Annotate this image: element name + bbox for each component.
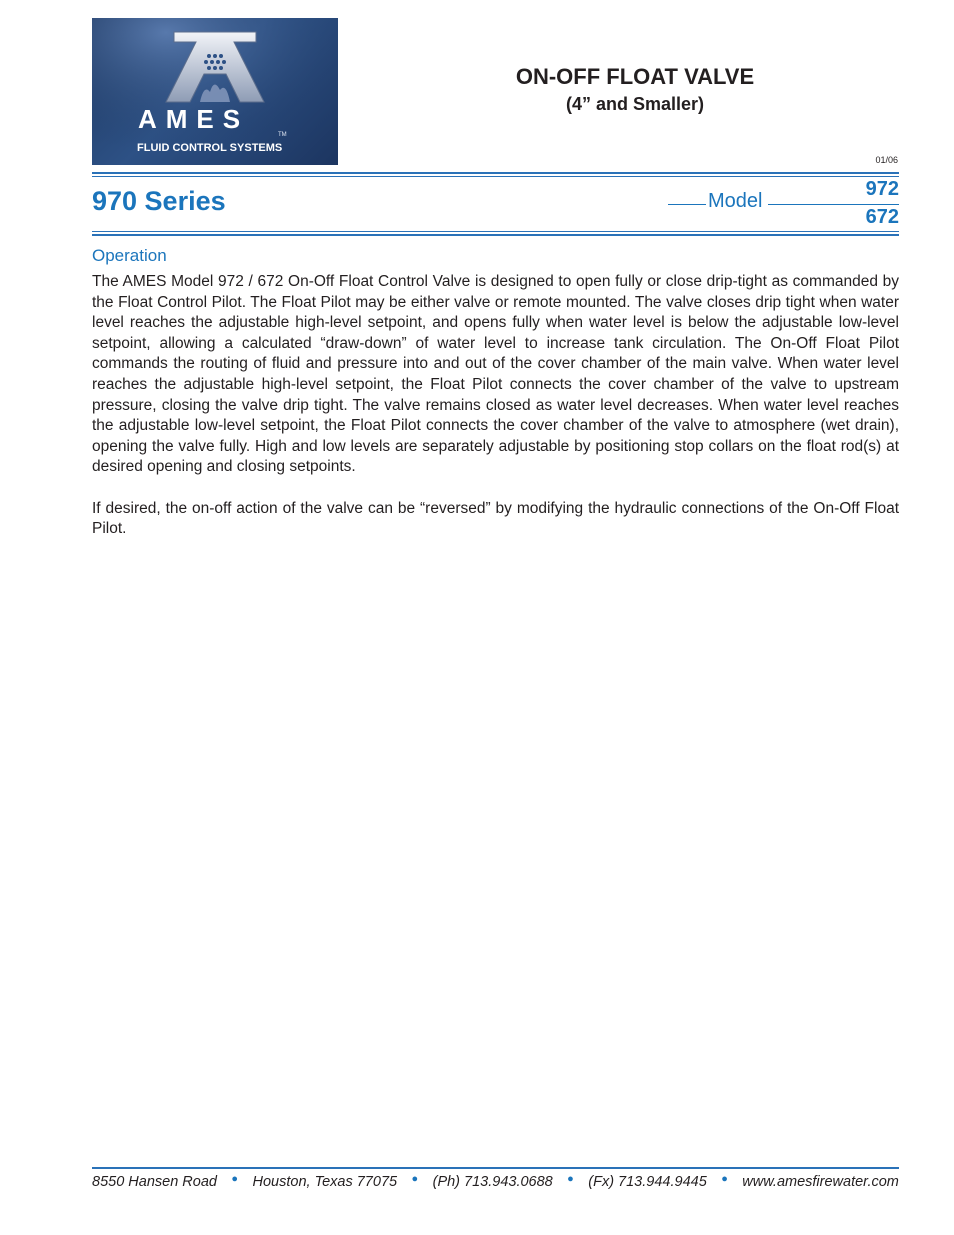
- bottom-rule-thin: [92, 231, 899, 232]
- company-logo: [92, 18, 338, 165]
- model-leader-left: [668, 204, 706, 205]
- document-title: ON-OFF FLOAT VALVE: [515, 64, 755, 89]
- document-subtitle: (4” and Smaller): [565, 94, 705, 114]
- logo-wordmark: AMES: [138, 104, 250, 134]
- series-title: 970 Series: [92, 186, 226, 216]
- operation-paragraph: If desired, the on-off action of the valve can be “reversed” by modifying the hydraulic connections of the On-Off Float Pilot.: [92, 499, 899, 538]
- logo-tagline: FLUID CONTROL SYSTEMS: [137, 142, 283, 154]
- footer-website-link[interactable]: www.amesfirewater.com: [742, 1174, 899, 1190]
- top-rule-thin: [92, 176, 899, 177]
- footer-city: Houston, Texas 77075: [252, 1174, 398, 1190]
- bullet-icon: ●: [231, 1173, 239, 1185]
- date-code: 01/06: [875, 155, 898, 165]
- model-leader-right: [768, 204, 899, 205]
- operation-heading: Operation: [92, 246, 167, 265]
- bottom-rule-thick: [92, 234, 899, 236]
- footer-fax: (Fx) 713.944.9445: [588, 1174, 707, 1190]
- footer-rule: [92, 1167, 899, 1169]
- model-label: Model: [708, 190, 763, 212]
- footer-contact-line: [92, 1174, 899, 1190]
- model-number-primary: 972: [865, 178, 899, 200]
- operation-paragraph: The AMES Model 972 / 672 On-Off Float Control Valve is designed to open fully or close drip-tight as commanded by the Float Control Pilot. The Float Pilot may be either valve or remote mounted. The valve closes drip tight when water level reaches the adjustable high-level setpoint, and opens fully when water level is below the adjustable low-level setpoint, allowing a calculated “draw-down” of water level to increase tank circulation. The On-Off Float Pilot commands the routing of fluid and pressure into and out of the cover chamber of the main valve. When water level reaches the adjustable high-level setpoint, the Float Pilot connects the cover chamber of the valve to upstream pressure, closing the valve drip tight. The valve remains closed as water level decreases. When water level reaches the adjustable low-level setpoint, the Float Pilot connects the cover chamber of the valve to atmosphere (wet drain), opening the valve fully. High and low levels are separately adjustable by positioning stop collars on the float rod(s) at desired opening and closing setpoints.: [92, 273, 899, 476]
- footer-address: 8550 Hansen Road: [92, 1174, 217, 1190]
- top-rule-thick: [92, 172, 899, 174]
- bullet-icon: ●: [411, 1173, 419, 1185]
- bullet-icon: ●: [567, 1173, 574, 1185]
- footer-phone: (Ph) 713.943.0688: [432, 1174, 553, 1190]
- operation-body: [92, 272, 899, 560]
- bullet-icon: ●: [721, 1173, 728, 1185]
- model-number-secondary: 672: [865, 206, 899, 228]
- logo-trademark: TM: [278, 132, 287, 138]
